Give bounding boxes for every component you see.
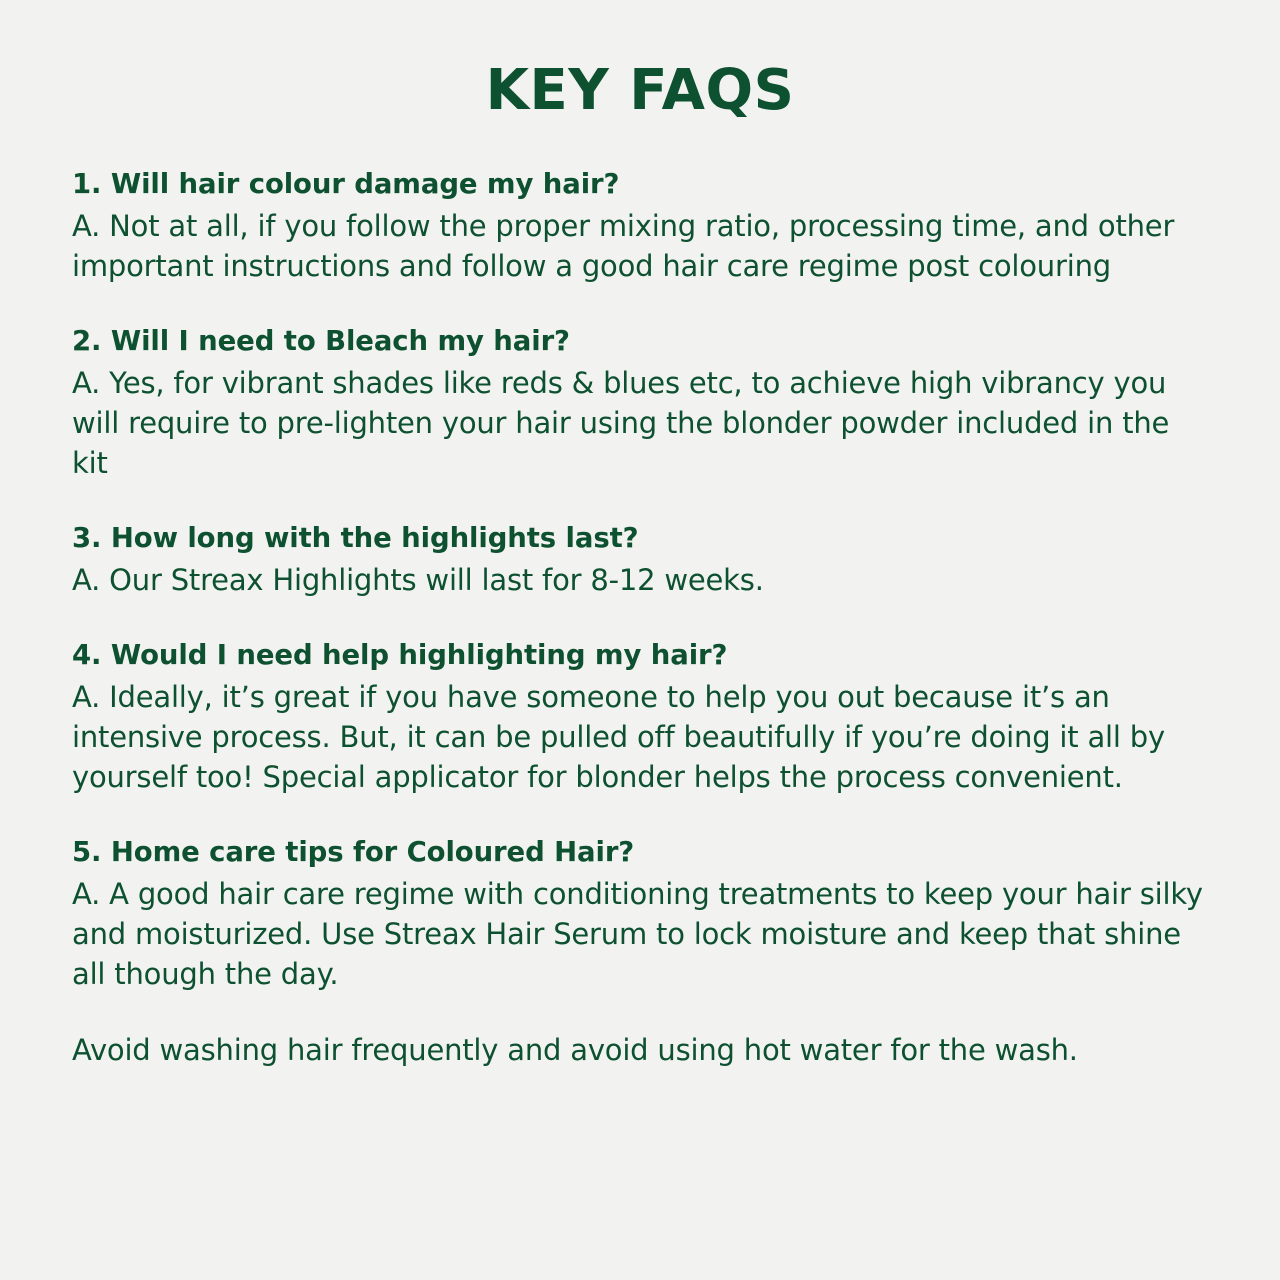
faq-item <box>72 322 1208 483</box>
footnote-text: Avoid washing hair frequently and avoid using hot water for the wash. <box>72 1033 1078 1068</box>
faq-question: 4. Would I need help highlighting my hair? <box>72 639 728 672</box>
faq-answer: A. Yes, for vibrant shades like reds & blues etc, to achieve high vibrancy you will require to pre-lighten your hair using the blonder powder included in the kit <box>72 366 1170 481</box>
faq-question: 5. Home care tips for Coloured Hair? <box>72 836 635 869</box>
faq-item <box>72 165 1208 286</box>
faq-item <box>72 519 1208 600</box>
page-title: KEY FAQS <box>485 58 795 123</box>
faq-answer: A. A good hair care regime with conditioning treatments to keep your hair silky and moisturized. Use Streax Hair Serum to lock moisture and keep that shine all though the day. <box>72 877 1203 992</box>
faq-question: 2. Will I need to Bleach my hair? <box>72 325 570 358</box>
faq-answer: A. Our Streax Highlights will last for 8-12 weeks. <box>72 563 764 598</box>
faq-question: 3. How long with the highlights last? <box>72 522 639 555</box>
faq-item <box>72 833 1208 994</box>
faq-list <box>72 165 1208 994</box>
faq-question: 1. Will hair colour damage my hair? <box>72 168 620 200</box>
faq-item <box>72 636 1208 797</box>
faq-answer: A. Not at all, if you follow the proper mixing ratio, processing time, and other important instructions and follow a good hair care regime post colouring <box>72 209 1175 284</box>
faq-answer: A. Ideally, it’s great if you have someone to help you out because it’s an intensive process. But, it can be pulled off beautifully if you’re doing it all by yourself too! Special applicator for blonder helps the process convenient. <box>72 680 1165 795</box>
